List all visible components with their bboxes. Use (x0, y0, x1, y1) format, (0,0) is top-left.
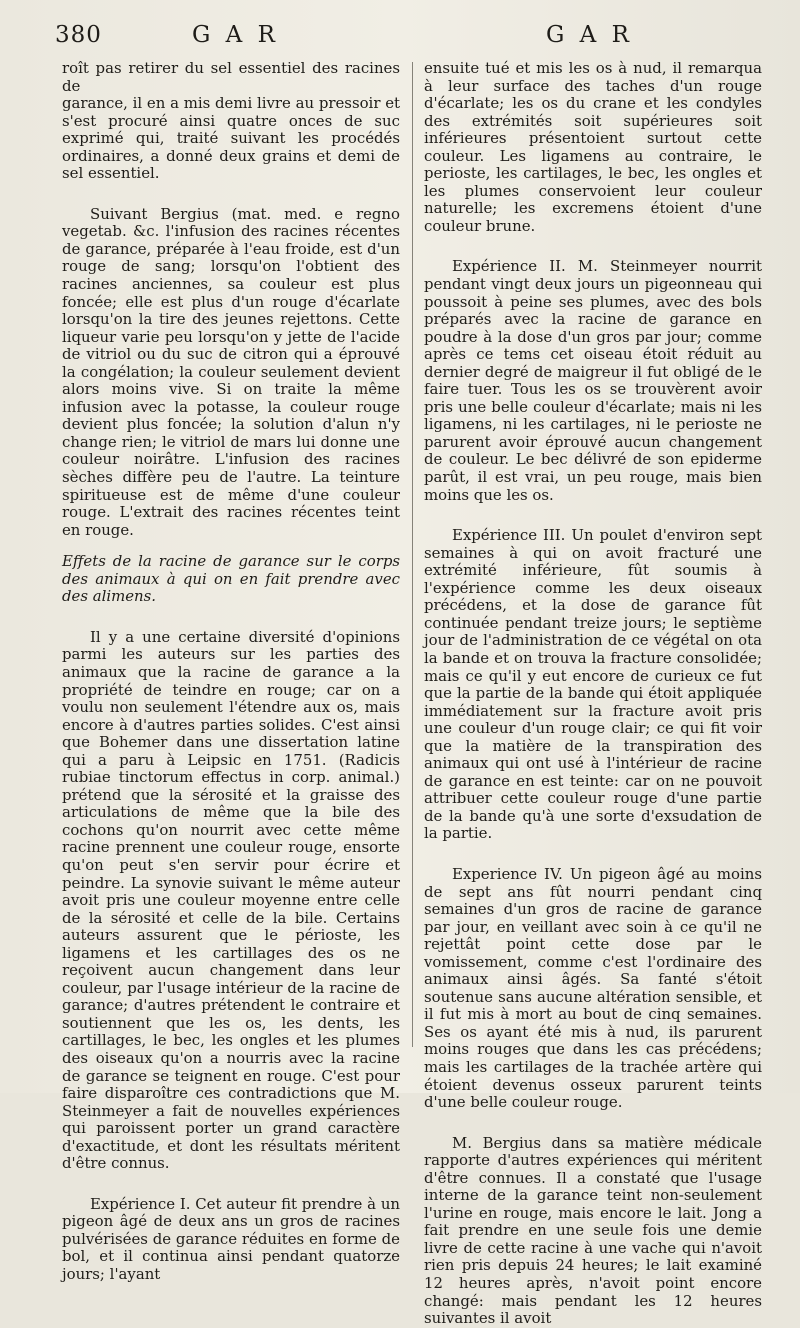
column-divider (412, 62, 413, 1047)
paragraph: garance, il en a mis demi livre au pressoir et s'est procuré ainsi quatre onces de suc exprimé qui, traité suivant les procédés ordinaires, a donné deux grains et demi de sel essentiel. (62, 94, 400, 183)
paragraph: Expérience I. Cet auteur fit prendre à un pigeon âgé de deux ans un gros de racines pulvérisées de garance réduites en forme de bol, et il continua ainsi pendant quatorze jours; l'ayant (62, 1194, 400, 1283)
running-title-right: G A R (546, 22, 633, 48)
left-column (62, 60, 400, 1284)
section-heading: Effets de la racine de garance sur le corps des animaux à qui on en fait prendre avec des alimens. (62, 552, 400, 606)
paragraph: Expérience II. M. Steinmeyer nourrit pendant vingt deux jours un pigeonneau qui poussoit à peine ses plumes, avec des bols préparés avec la racine de garance en poudre à la dose d'un gros par jour; comme après ce tems cet oiseau étoit réduit au dernier degré de maigreur il fut obligé de le faire tuer. Tous les os se trouvèrent avoir pris une belle couleur d'écarlate; mais ni les ligamens, ni les cartilages, ni le perioste ne parurent avoir éprouvé aucun changement de couleur. Le bec délivré de son epiderme parût, il est vrai, un peu rouge, mais bien moins que les os. (424, 257, 762, 504)
paragraph: Experience IV. Un pigeon âgé au moins de sept ans fût nourri pendant cinq semaines d'un gros de racine de garance par jour, en veillant avec soin à ce qu'il ne rejettât point cette dose par le vomissement, comme c'est l'ordinaire des animaux ainsi âgés. Sa fanté s'étoit soutenue sans aucune altération sensible, et il fut mis à mort au bout de cinq semaines. Ses os ayant été mis à nud, ils parurent moins rouges que dans les cas précédens; mais les cartilages de la trachée artère qui étoient devenus osseux parurent teints d'une belle couleur rouge. (424, 864, 762, 1112)
right-column (424, 60, 762, 1328)
paragraph: Expérience III. Un poulet d'environ sept semaines à qui on avoit fracturé une extrémité inférieure, fût soumis à l'expérience comme les deux oiseaux précédens, et la dose de garance fût continuée pendant treize jours; le septième jour de l'administration de ce végétal on ota la bande et on trouva la fracture consolidée; mais ce qu'il y eut encore de curieux ce fut que la partie de la bande qui étoit appliquée immédiatement sur la fracture avoit pris une couleur d'un rouge clair; ce qui fit voir que la matière de la transpiration des animaux qui ont usé à l'intérieur de racine de garance en est teinte: car on ne pouvoit attribuer cette couleur rouge d'une partie de la bande qu'à une sorte d'exsudation de la partie. (424, 526, 762, 843)
page-header (0, 22, 800, 58)
paragraph: M. Bergius dans sa matière médicale rapporte d'autres expériences qui méritent d'être connues. Il a constaté que l'usage interne de la garance teint non-seulement l'urine en rouge, mais encore le lait. Jong a fait prendre en une seule fois une demie livre de cette racine à une vache qui n'avoit rien pris depuis 24 heures; le lait examiné 12 heures après, n'avoit point encore changé: mais pendant les 12 heures suivantes il avoit (424, 1133, 762, 1328)
page-number: 380 (55, 22, 102, 48)
paragraph: Il y a une certaine diversité d'opinions parmi les auteurs sur les parties des animaux que la racine de garance a la propriété de teindre en rouge; car on a voulu non seulement l'étendre aux os, mais encore à d'autres parties solides. C'est ainsi que Bohemer dans une dissertation latine qui a paru à Leipsic en 1751. (Radicis rubiae tinctorum effectus in corp. animal.) prétend que la sérosité et la graisse des articulations de même que la bile des cochons qu'on nourrit avec cette même racine prennent une couleur rouge, ensorte qu'on peut s'en servir pour écrire et peindre. La synovie suivant le même auteur avoit pris une couleur moyenne entre celle de la sérosité et celle de la bile. Certains auteurs assurent que le périoste, les ligamens et les cartillages des os ne reçoivent aucun changement dans leur couleur, par l'usage intérieur de la racine de garance; d'autres prétendent le contraire et soutiennent que les os, les dents, les cartillages, le bec, les ongles et les plumes des oiseaux qu'on a nourris avec la racine de garance se teignent en rouge. C'est pour faire disparoître ces contradictions que M. Steinmeyer a fait de nouvelles expériences qui paroissent porter un grand caractère d'exactitude, et dont les résultats méritent d'être connus. (62, 627, 400, 1173)
paragraph: roît pas retirer du sel essentiel des racines de (62, 59, 400, 95)
paragraph: Suivant Bergius (mat. med. e regno vegetab. &c. l'infusion des racines récentes de garance, préparée à l'eau froide, est d'un rouge de sang; lorsqu'on l'obtient des racines anciennes, sa couleur est plus foncée; elle est plus d'un rouge d'écarlate lorsqu'on la tire des jeunes rejettons. Cette liqueur varie peu lorsqu'on y jette de l'acide de vitriol ou du suc de citron qui a éprouvé la congélation; la couleur seulement devient alors moins vive. Si on traite la même infusion avec la potasse, la couleur rouge devient plus foncée; la solution d'alun n'y change rien; le vitriol de mars lui donne une couleur noirâtre. L'infusion des racines sèches diffère peu de l'autre. La teinture spiritueuse est de même d'une couleur rouge. L'extrait des racines récentes teint en rouge. (62, 204, 400, 539)
running-title-left: G A R (192, 22, 279, 48)
paragraph: ensuite tué et mis les os à nud, il remarqua à leur surface des taches d'un rouge d'écarlate; les os du crane et les condyles des extrémités soit supérieures soit inférieures présentoient surtout cette couleur. Les ligamens au contraire, le perioste, les cartilages, le bec, les ongles et les plumes conservoient leur couleur naturelle; les excremens étoient d'une couleur brune. (424, 59, 762, 235)
